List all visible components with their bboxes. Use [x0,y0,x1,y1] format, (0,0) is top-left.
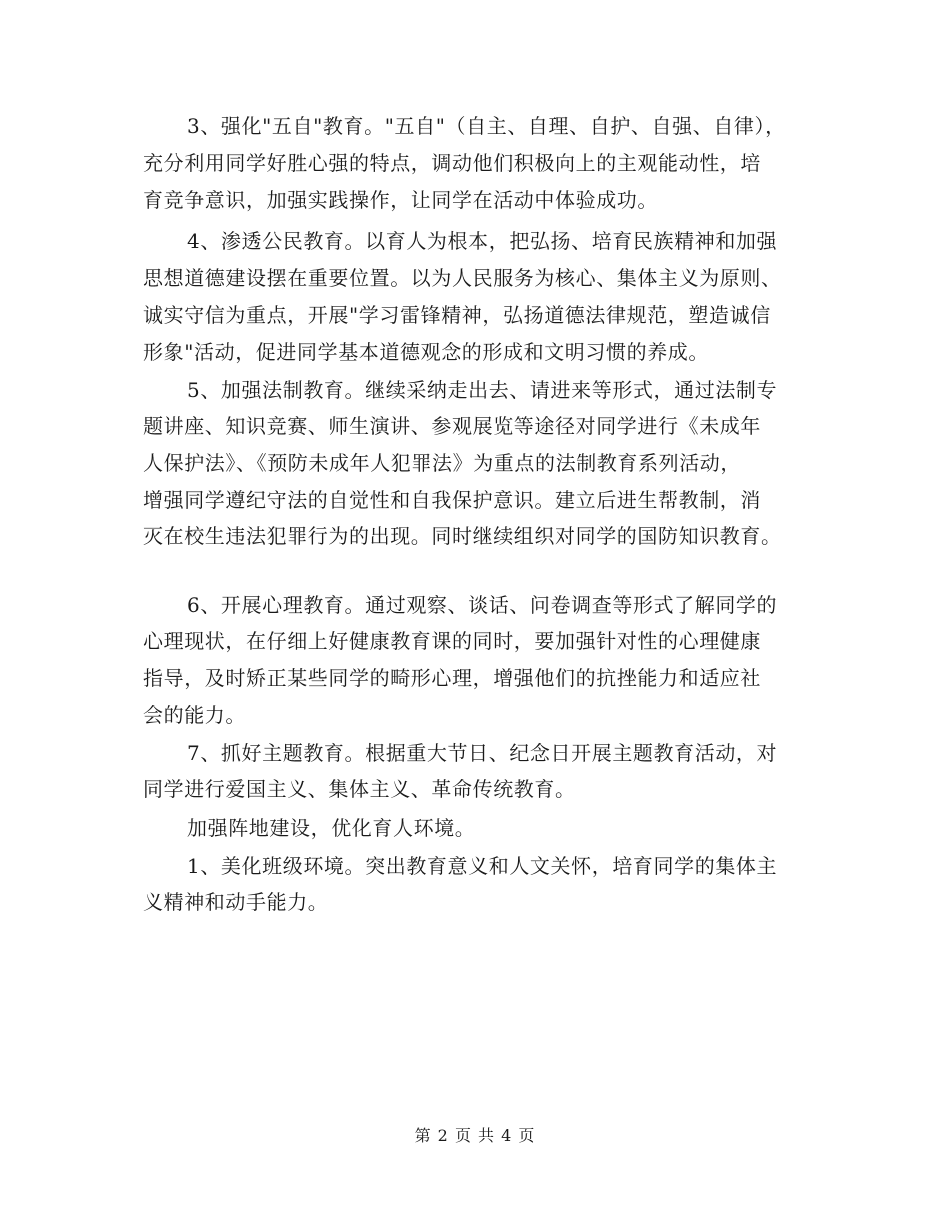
text-line: 人保护法》、《预防未成年人犯罪法》为重点的法制教育系列活动， [143,451,741,475]
text-line: 4、渗透公民教育。以育人为根本，把弘扬、培育民族精神和加强 [187,229,778,253]
text-line: 增强同学遵纪守法的自觉性和自我保护意识。建立后进生帮教制，消 [143,488,761,512]
text-line: 育竞争意识，加强实践操作，让同学在活动中体验成功。 [143,188,658,212]
text-line: 1、美化班级环境。突出教育意义和人文关怀，培育同学的集体主 [187,854,778,878]
text-line: 义精神和动手能力。 [143,890,329,914]
page-number: 第 2 页 共 4 页 [414,1126,536,1145]
text-line: 7、抓好主题教育。根据重大节日、纪念日开展主题教育活动，对 [187,741,778,765]
text-line: 3、强化"五自"教育。"五自"（自主、自理、自护、自强、自律）， [187,114,786,138]
text-line: 同学进行爱国主义、集体主义、革命传统教育。 [143,777,576,801]
text-line: 心理现状，在仔细上好健康教育课的同时，要加强针对性的心理健康 [143,629,761,653]
text-line: 题讲座、知识竞赛、师生演讲、参观展览等途径对同学进行《未成年 [143,414,761,438]
text-line: 会的能力。 [143,703,246,727]
text-line: 充分利用同学好胜心强的特点，调动他们积极向上的主观能动性，培 [143,151,761,175]
text-line: 5、加强法制教育。继续采纳走出去、请进来等形式，通过法制专 [187,378,778,402]
text-line: 思想道德建设摆在重要位置。以为人民服务为核心、集体主义为原则、 [143,266,782,290]
text-line: 指导，及时矫正某些同学的畸形心理，增强他们的抗挫能力和适应社 [143,666,761,690]
text-line: 形象"活动，促进同学基本道德观念的形成和文明习惯的养成。 [143,340,709,364]
text-line: 灭在校生违法犯罪行为的出现。同时继续组织对同学的国防知识教育。 [143,524,782,548]
text-line: 6、开展心理教育。通过观察、谈话、问卷调查等形式了解同学的 [187,593,778,617]
text-line: 诚实守信为重点，开展"学习雷锋精神，弘扬道德法律规范，塑造诚信 [143,303,771,327]
text-line: 加强阵地建设，优化育人环境。 [187,816,476,840]
